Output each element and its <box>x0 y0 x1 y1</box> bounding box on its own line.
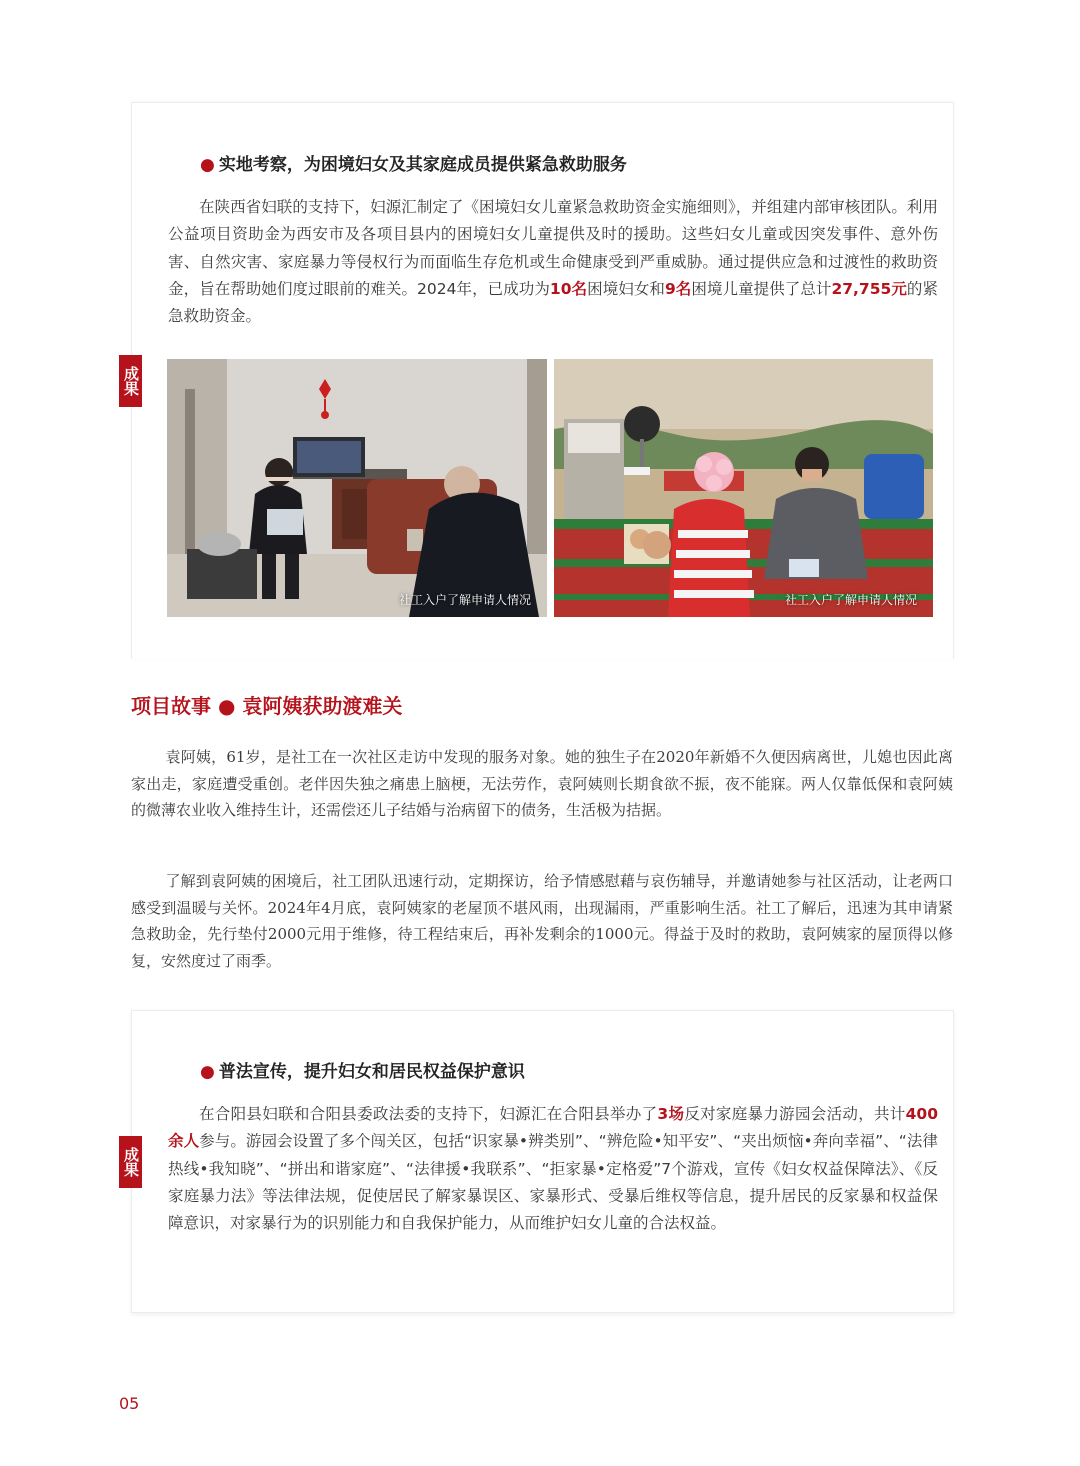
photo-caption: 社工入户了解申请人情况 <box>784 593 917 607</box>
bullet-dot-icon: ● <box>200 155 215 175</box>
achievement-tag-label: 成果 <box>122 1147 140 1177</box>
photo-caption: 社工入户了解申请人情况 <box>398 593 531 607</box>
home-visit-photo-bedroom <box>554 359 933 617</box>
living-room-illustration <box>167 359 547 617</box>
bullet-dot-icon: ● <box>200 1062 215 1082</box>
highlight-children-count: 9名 <box>664 279 692 298</box>
relief-service-paragraph: 在陕西省妇联的支持下，妇源汇制定了《困境妇女儿童紧急救助资金实施细则》，并组建内部审核团队。利用公益项目资助金为西安市及各项目县内的困境妇女儿童提供及时的援助。这些妇女儿童或因突发事件、意外伤害、自然灾害、家庭暴力等侵权行为而面临生存危机或生命健康受到严重威胁。通过提供应急和过渡性的救助资金，旨在帮助她们度过眼前的难关。2024年，已成功为10名困境妇女和9名困境儿童提供了总计27,755元的紧急救助资金。 <box>168 198 938 326</box>
achievement-tag <box>119 1136 142 1188</box>
story-paragraph: 了解到袁阿姨的困境后，社工团队迅速行动，定期探访，给予情感慰藉与哀伤辅导，并邀请她参与社区活动，让老两口感受到温暖与关怀。2024年4月底，袁阿姨家的老屋顶不堪风雨，出现漏雨，严重影响生活。社工了解后，迅速为其申请紧急救助金，先行垫付2000元用于维修，待工程结束后，再补发剩余的1000元。得益于及时的救助，袁阿姨家的屋顶得以修复，安然度过了雨季。 <box>131 872 953 970</box>
relief-service-heading: ● 实地考察，为困境妇女及其家庭成员提供紧急救助服务 <box>200 155 627 175</box>
highlight-participant-count: 400余人 <box>168 1105 938 1151</box>
achievement-tag-label: 成果 <box>122 366 140 396</box>
story-paragraph: 袁阿姨，61岁，是社工在一次社区走访中发现的服务对象。她的独生子在2020年新婚不久便因病离世，儿媳也因此离家出走，家庭遭受重创。老伴因失独之痛患上脑梗，无法劳作，袁阿姨则长期食欲不振，夜不能寐。两人仅靠低保和袁阿姨的微薄农业收入维持生计，还需偿还儿子结婚与治病留下的债务，生活极为拮据。 <box>131 748 953 819</box>
highlight-women-count: 10名 <box>549 279 588 298</box>
highlight-fund-amount: 27,755元 <box>831 279 907 298</box>
achievement-tag <box>119 355 142 407</box>
page-number: 05 <box>119 1394 140 1413</box>
home-visit-photo-living-room <box>167 359 547 617</box>
bedroom-illustration <box>554 359 933 617</box>
highlight-event-count: 3场 <box>657 1105 685 1123</box>
legal-awareness-card <box>131 1010 954 1313</box>
story-section-title: 项目故事 ● 袁阿姨获助渡难关 <box>131 694 403 718</box>
legal-awareness-paragraph: 在合阳县妇联和合阳县委政法委的支持下，妇源汇在合阳县举办了3场反对家庭暴力游园会活动，共计400余人参与。游园会设置了多个闯关区，包括“识家暴•辨类别”、“辨危险•知平安”、“夹出烦恼•奔向幸福”、“法律热线•我知晓”、“拼出和谐家庭”、“法律援•我联系”、“拒家暴•定格爱”7个游戏，宣传《妇女权益保障法》、《反家庭暴力法》等法律法规，促使居民了解家暴误区、家暴形式、受暴后维权等信息，提升居民的反家暴和权益保障意识，对家暴行为的识别能力和自我保护能力，从而维护妇女儿童的合法权益。 <box>168 1105 938 1233</box>
legal-awareness-heading: ● 普法宣传，提升妇女和居民权益保护意识 <box>200 1062 525 1082</box>
